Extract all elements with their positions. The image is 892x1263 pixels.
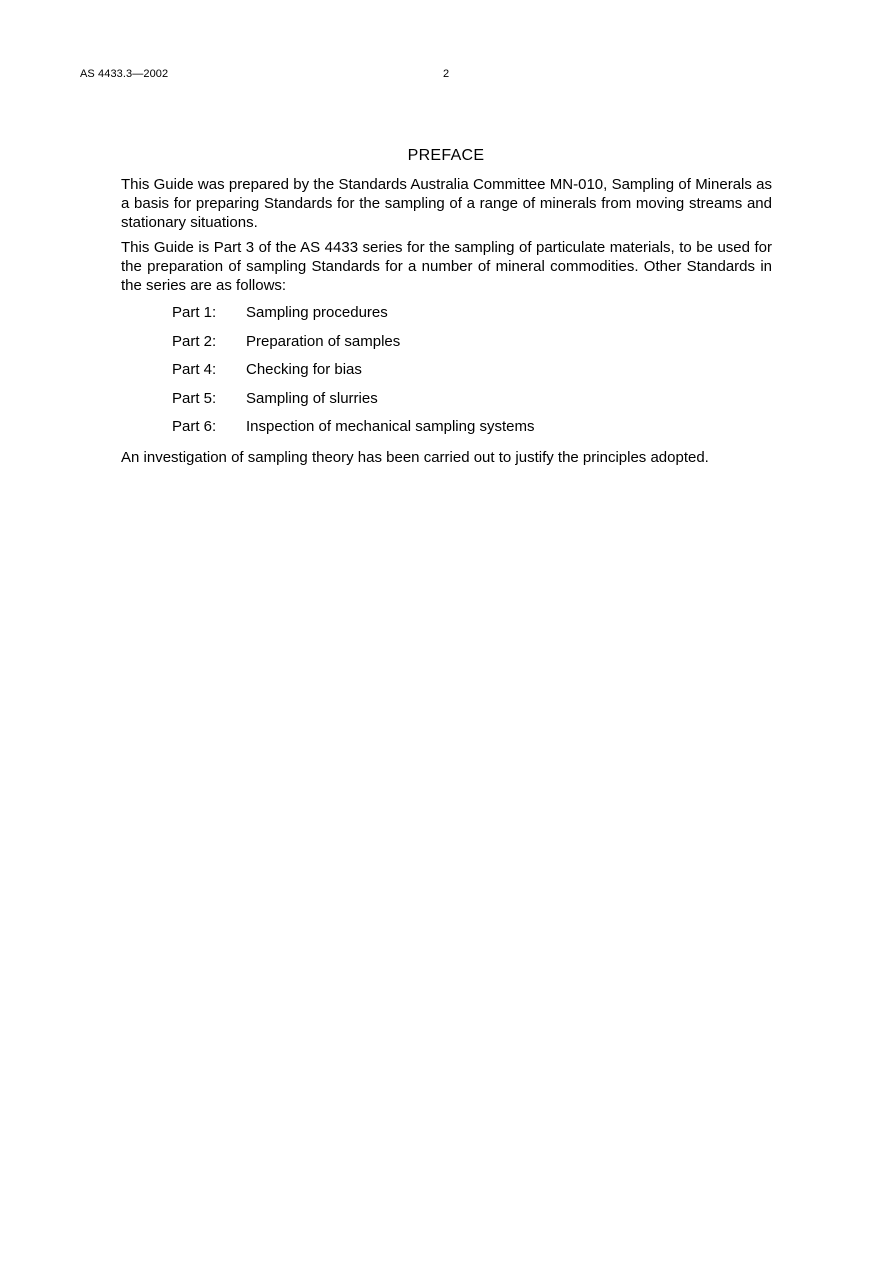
list-item <box>121 387 772 416</box>
document-number: AS 4433.3—2002 <box>80 68 169 80</box>
part-label: Part 2: <box>172 332 217 350</box>
part-title: Sampling procedures <box>246 304 388 321</box>
preface-paragraph-2: This Guide is Part 3 of the AS 4433 series for the sampling of particulate materials, to be used for the preparation of sampling Standards for a number of mineral commodities. Other Standards in the series are as follows: <box>121 239 772 294</box>
page-number: 2 <box>442 68 450 80</box>
part-title: Sampling of slurries <box>246 389 378 407</box>
part-title: Checking for bias <box>246 361 362 378</box>
section-title: PREFACE <box>407 147 485 164</box>
part-label: Part 5: <box>172 389 217 407</box>
part-title: Preparation of samples <box>246 332 401 350</box>
list-item <box>121 301 772 330</box>
list-item <box>121 358 772 387</box>
series-parts-list <box>121 301 772 444</box>
part-title: Inspection of mechanical sampling systems <box>246 418 535 435</box>
preface-body <box>121 175 772 467</box>
preface-closing-paragraph: An investigation of sampling theory has been carried out to justify the principles adopted. <box>121 448 709 466</box>
part-label: Part 4: <box>172 361 217 378</box>
part-label: Part 1: <box>172 304 217 321</box>
list-item <box>121 415 772 444</box>
list-item <box>121 330 772 359</box>
preface-paragraph-1: This Guide was prepared by the Standards Australia Committee MN-010, Sampling of Minerals as a basis for preparing Standards for the sampling of a range of minerals from moving streams and stationary situations. <box>121 176 772 231</box>
part-label: Part 6: <box>172 418 217 435</box>
